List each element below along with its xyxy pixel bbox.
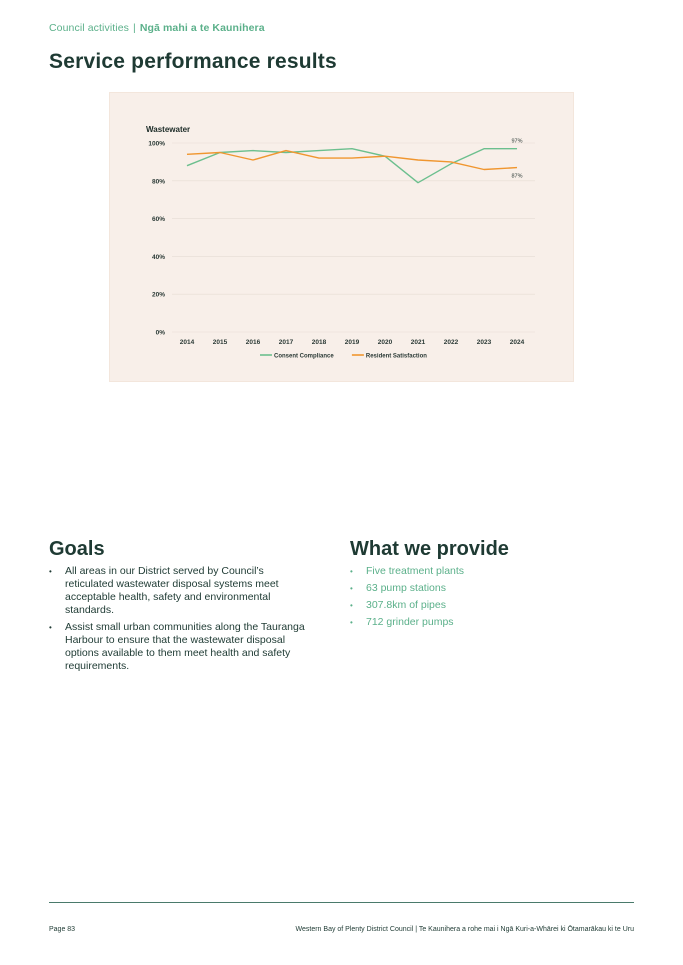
legend-label: Consent Compliance: [274, 353, 334, 360]
y-tick-label: 60%: [151, 216, 165, 224]
page-title: Service performance results: [49, 50, 337, 73]
series-line-resident-satisfaction: [187, 151, 517, 170]
provide-list: [350, 565, 610, 633]
wastewater-chart-panel: [109, 92, 574, 382]
header-separator: |: [133, 22, 136, 34]
x-tick-label: 2022: [443, 339, 459, 346]
goal-item: • All areas in our District served by Council’s reticulated wastewater disposal systems meet acceptable health, safety and environmental standards.: [49, 565, 309, 617]
publisher-credit: Western Bay of Plenty District Council | Te Kaunihera a rohe mai i Ngā Kuri-a-Whārei ki Ōtamarākau ki te Uru: [295, 926, 634, 933]
provide-item: • 307.8km of pipes: [350, 599, 610, 612]
x-tick-label: 2015: [212, 339, 228, 346]
x-tick-label: 2019: [344, 339, 360, 346]
x-tick-label: 2017: [278, 339, 294, 346]
x-tick-label: 2014: [179, 339, 195, 346]
x-tick-label: 2016: [245, 339, 261, 346]
data-label: 97%: [511, 138, 523, 145]
provide-item: • 712 grinder pumps: [350, 616, 610, 629]
page-number: Page 83: [49, 926, 76, 933]
section-name-maori: Ngā mahi a te Kaunihera: [139, 22, 265, 34]
goals-list: [49, 565, 309, 677]
footer-divider: [49, 902, 634, 903]
x-tick-label: 2021: [410, 339, 426, 346]
x-tick-label: 2018: [311, 339, 327, 346]
x-tick-label: 2024: [509, 339, 525, 346]
y-tick-label: 0%: [155, 329, 165, 337]
chart-title: Wastewater: [146, 125, 191, 134]
provide-item: • 63 pump stations: [350, 582, 610, 595]
x-tick-label: 2023: [476, 339, 492, 346]
data-label: 87%: [511, 173, 523, 180]
section-header: [49, 22, 265, 34]
y-tick-label: 100%: [148, 140, 165, 148]
what-we-provide-heading: What we provide: [350, 538, 509, 560]
y-tick-label: 40%: [151, 253, 165, 261]
y-tick-label: 20%: [151, 291, 165, 299]
y-tick-label: 80%: [151, 178, 165, 186]
goal-item: • Assist small urban communities along the Tauranga Harbour to ensure that the wastewater disposal options available to them meet health and safety requirements.: [49, 621, 309, 673]
wastewater-line-chart: [110, 93, 575, 383]
legend-label: Resident Satisfaction: [365, 353, 427, 360]
x-tick-label: 2020: [377, 339, 393, 346]
goals-heading: Goals: [49, 538, 105, 560]
section-name: Council activities: [49, 22, 129, 34]
provide-item: • Five treatment plants: [350, 565, 610, 578]
